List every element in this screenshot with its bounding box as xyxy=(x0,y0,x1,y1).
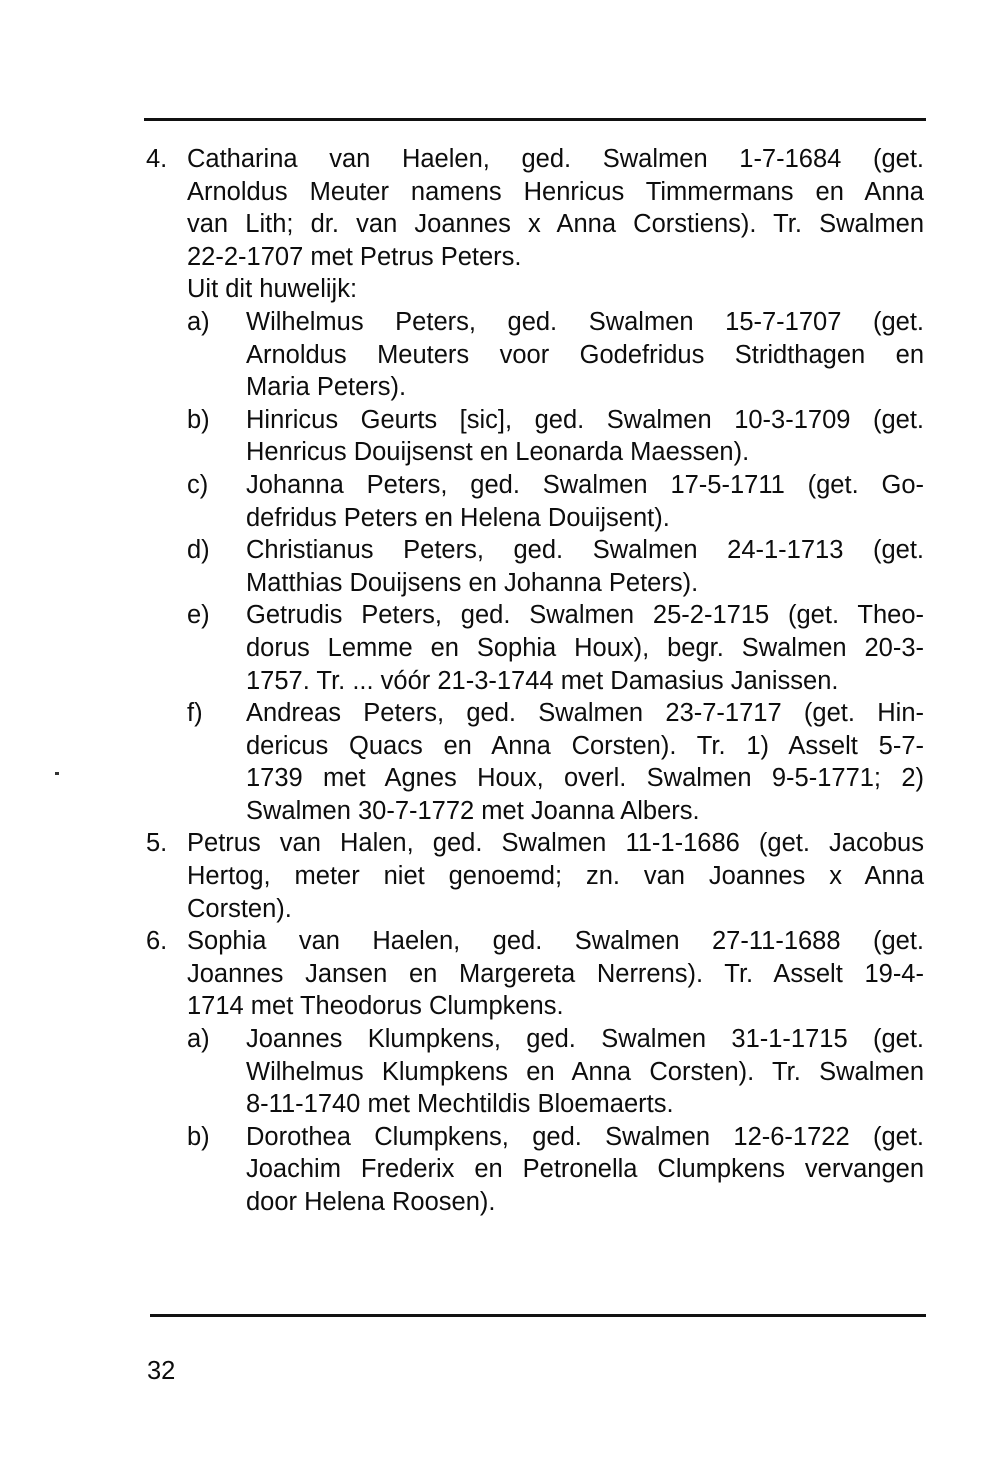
text-line: Johanna Peters, ged. Swalmen 17-5-1711 (get. Go- xyxy=(246,470,924,499)
top-rule xyxy=(144,118,926,121)
sub-entry-text xyxy=(246,1121,924,1219)
sub-entry-text xyxy=(246,534,924,599)
sub-entry-letter: d) xyxy=(187,536,210,565)
text-line: 1714 met Theodorus Clumpkens. xyxy=(187,992,564,1021)
text-line: Christianus Peters, ged. Swalmen 24-1-1713 (get. xyxy=(246,536,924,565)
sub-entry-letter: a) xyxy=(187,1025,210,1054)
text-line: 1739 met Agnes Houx, overl. Swalmen 9-5-1771; 2) xyxy=(246,764,924,793)
text-line: door Helena Roosen). xyxy=(246,1188,496,1216)
text-line: Hertog, meter niet genoemd; zn. van Joannes x Anna xyxy=(187,862,924,891)
text-line: Andreas Peters, ged. Swalmen 23-7-1717 (get. Hin- xyxy=(246,699,924,728)
text-line: Wilhelmus Klumpkens en Anna Corsten). Tr. Swalmen xyxy=(246,1057,924,1086)
text-line: van Lith; dr. van Joannes x Anna Corstiens). Tr. Swalmen xyxy=(187,210,924,239)
sub-entry-letter: c) xyxy=(187,470,209,499)
sub-entry-letter: b) xyxy=(187,405,210,434)
sub-entry xyxy=(0,469,1000,534)
sub-entry-text xyxy=(246,697,924,827)
entry-number: 5. xyxy=(146,829,168,858)
entry-text xyxy=(187,143,924,306)
entry xyxy=(0,143,1000,306)
sub-entry xyxy=(0,306,1000,404)
sub-entry-letter: e) xyxy=(187,601,210,630)
text-line: Joannes Jansen en Margereta Nerrens). Tr. Asselt 19-4- xyxy=(187,959,924,988)
text-line: Arnoldus Meuters voor Godefridus Stridthagen en xyxy=(246,340,924,369)
sub-entry xyxy=(0,599,1000,697)
text-line: 22-2-1707 met Petrus Peters. xyxy=(187,242,522,271)
text-line: Joannes Klumpkens, ged. Swalmen 31-1-1715 (get. xyxy=(246,1025,924,1054)
text-line: defridus Peters en Helena Douijsent). xyxy=(246,503,670,532)
text-line: Dorothea Clumpkens, ged. Swalmen 12-6-1722 (get. xyxy=(246,1122,924,1151)
entry-text xyxy=(187,827,924,925)
text-line: Matthias Douijsens en Johanna Peters). xyxy=(246,568,699,597)
sub-entry-text xyxy=(246,306,924,404)
bottom-rule xyxy=(150,1314,926,1317)
page-body xyxy=(0,143,1000,1219)
text-line: Joachim Frederix en Petronella Clumpkens vervangen xyxy=(246,1155,924,1184)
sub-entry-text xyxy=(246,1023,924,1121)
sub-entry-text xyxy=(246,404,924,469)
entry xyxy=(0,827,1000,925)
text-line: Arnoldus Meuter namens Henricus Timmermans en Anna xyxy=(187,177,924,206)
entry-number: 6. xyxy=(146,927,168,956)
margin-mark xyxy=(55,772,59,775)
entry-number: 4. xyxy=(146,145,168,173)
sub-entry xyxy=(0,1023,1000,1121)
text-line: Getrudis Peters, ged. Swalmen 25-2-1715 (get. Theo- xyxy=(246,601,924,630)
page-number: 32 xyxy=(147,1357,176,1385)
sub-entry-letter: f) xyxy=(187,699,203,728)
text-line: Sophia van Haelen, ged. Swalmen 27-11-1688 (get. xyxy=(187,927,924,956)
sub-entry xyxy=(0,404,1000,469)
text-line: Catharina van Haelen, ged. Swalmen 1-7-1684 (get. xyxy=(187,145,924,173)
text-line: Petrus van Halen, ged. Swalmen 11-1-1686 (get. Jacobus xyxy=(187,829,924,858)
text-line: dorus Lemme en Sophia Houx), begr. Swalmen 20-3- xyxy=(246,633,924,662)
text-line: 1757. Tr. ... vóór 21-3-1744 met Damasius Janissen. xyxy=(246,666,839,695)
sub-entry xyxy=(0,534,1000,599)
text-line: Corsten). xyxy=(187,894,292,923)
sub-entry-letter: b) xyxy=(187,1122,210,1151)
text-line: dericus Quacs en Anna Corsten). Tr. 1) Asselt 5-7- xyxy=(246,731,924,760)
sub-entry-text xyxy=(246,599,924,697)
sub-entry-letter: a) xyxy=(187,307,210,336)
text-line: 8-11-1740 met Mechtildis Bloemaerts. xyxy=(246,1090,674,1119)
text-line: Uit dit huwelijk: xyxy=(187,275,358,304)
text-line: Swalmen 30-7-1772 met Joanna Albers. xyxy=(246,796,700,825)
text-line: Hinricus Geurts [sic], ged. Swalmen 10-3-1709 (get. xyxy=(246,405,924,434)
entry xyxy=(0,925,1000,1023)
sub-entry-text xyxy=(246,469,924,534)
sub-entry xyxy=(0,1121,1000,1219)
text-line: Henricus Douijsenst en Leonarda Maessen). xyxy=(246,438,750,467)
sub-entry xyxy=(0,697,1000,827)
entry-text xyxy=(187,925,924,1023)
text-line: Maria Peters). xyxy=(246,373,407,402)
text-line: Wilhelmus Peters, ged. Swalmen 15-7-1707 (get. xyxy=(246,307,924,336)
